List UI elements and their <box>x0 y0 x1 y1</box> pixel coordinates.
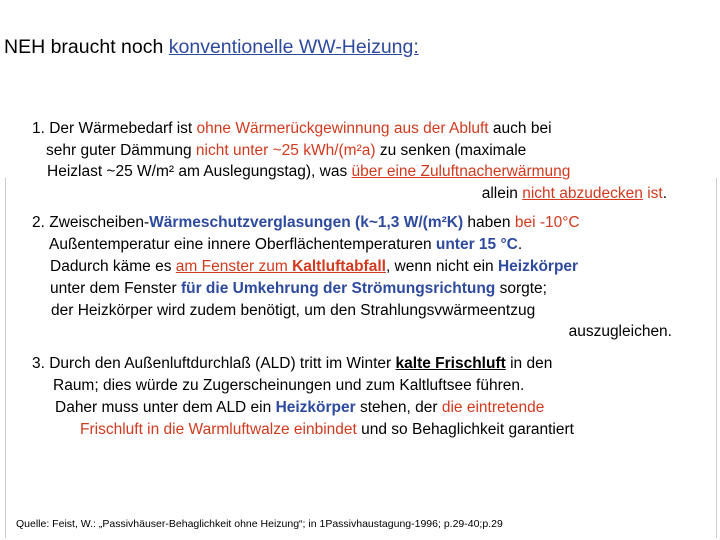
text-segment: über eine Zuluftnacherwärmung <box>351 163 571 180</box>
text-segment: bei -10°C <box>514 214 580 231</box>
text-segment: haben <box>463 214 515 231</box>
text-segment: Heizlast ~25 W/m² am Auslegungstag), was <box>47 163 352 180</box>
text-segment: nicht unter ~25 kWh/(m²a) <box>195 142 376 159</box>
text-segment: unter 15 °C <box>435 236 518 253</box>
text-segment: 3. Durch den Außenluftdurchlaß (ALD) tritt im Winter <box>32 355 396 372</box>
title-underlined: konventionelle WW-Heizung: <box>168 36 419 58</box>
text-segment: . <box>662 185 667 202</box>
point-1-line <box>46 141 526 161</box>
text-segment: Frischluft in die Warmluftwalze einbindet <box>80 421 357 438</box>
text-segment: Kaltluftabfall <box>292 258 386 275</box>
point-2-line <box>569 322 672 342</box>
text-segment: zu senken (maximale <box>375 142 527 159</box>
point-3-line <box>53 376 524 396</box>
text-segment: Außentemperatur eine innere Oberflächentemperaturen <box>49 236 436 253</box>
text-segment: am Fenster zum <box>175 258 293 275</box>
point-1-line <box>482 184 667 204</box>
text-segment: sorgte; <box>495 280 547 297</box>
text-segment: nicht abzudecken <box>522 185 643 202</box>
text-segment: . <box>517 236 523 253</box>
text-segment: ohne Wärmerückgewinnung aus der Abluft <box>196 120 489 137</box>
text-segment: Heizkörper <box>275 399 356 416</box>
point-3-line <box>55 398 544 418</box>
text-segment: in den <box>505 355 553 372</box>
text-segment: Daher muss unter dem ALD ein <box>55 399 276 416</box>
title-prefix: NEH braucht noch <box>4 36 169 58</box>
text-segment: allein <box>481 185 523 202</box>
point-2-line <box>32 213 580 233</box>
point-2-line <box>50 279 547 299</box>
text-segment: für die Umkehrung der Strömungsrichtung <box>180 280 496 297</box>
text-segment: Heizkörper <box>497 258 579 275</box>
text-segment: , wenn nicht ein <box>385 258 498 275</box>
point-2-line <box>50 257 578 277</box>
text-segment: Dadurch käme es <box>50 258 176 275</box>
point-1-line <box>47 162 570 182</box>
point-3-line <box>80 420 574 440</box>
point-2-line <box>49 235 522 255</box>
text-segment: und so Behaglichkeit garantiert <box>356 421 574 438</box>
text-segment: ist <box>647 185 663 202</box>
text-segment: der Heizkörper wird zudem benötigt, um den Strahlungsvwärmeentzug <box>51 302 536 319</box>
text-segment: auch bei <box>488 120 552 137</box>
text-segment: stehen, der <box>355 399 442 416</box>
source-citation: Quelle: Feist, W.: „Passivhäuser-Behaglichkeit ohne Heizung“; in 1Passivhaustagung-1996; p.29-40;p.29 <box>16 518 503 530</box>
point-3-line <box>32 354 552 374</box>
text-segment: die eintretende <box>441 399 545 416</box>
text-segment: auszugleichen. <box>568 323 672 340</box>
text-segment: sehr guter Dämmung <box>46 142 196 159</box>
text-segment: kalte Frischluft <box>395 355 506 372</box>
point-2-line <box>51 301 535 321</box>
text-segment: Raum; dies würde zu Zugerscheinungen und zum Kaltluftsee führen. <box>53 377 525 394</box>
text-segment: unter dem Fenster <box>50 280 181 297</box>
text-segment: 2. Zweischeiben- <box>32 214 150 231</box>
text-segment: Wärmeschutzverglasungen (k~1,3 W/(m²K) <box>149 214 464 231</box>
point-1-line <box>32 119 552 139</box>
text-segment: 1. Der Wärmebedarf ist <box>32 120 197 137</box>
